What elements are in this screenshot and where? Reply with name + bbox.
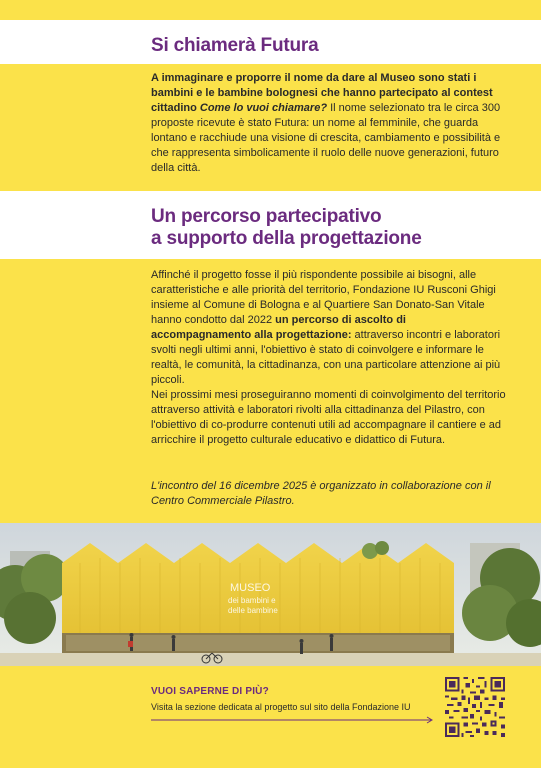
contest-name: Come lo vuoi chiamare?	[199, 102, 328, 114]
sign-line-2: dei bambini e	[228, 596, 276, 605]
intro-body: Il nome selezionato tra le circa 300 proposte ricevute è stato Futura: un nome al femminile, che guarda lontano e racchiude una visione di crescita, cambiamento e possibilità e che rappresenta simbolicamente il ruolo delle nuove generazioni, futuro della città.	[151, 102, 501, 174]
cta-title: VUOI SAPERNE DI PIÙ?	[151, 686, 269, 697]
sign-museo: MUSEO	[230, 582, 271, 594]
percorso-bold: un percorso di ascolto di accompagnamento alla progettazione:	[151, 314, 406, 341]
arrow-right-icon	[151, 716, 436, 724]
percorso-start: Affinché il progetto fosse il più rispondente possibile ai bisogni, alle caratteristiche e alle priorità del territorio, Fondazione IU Rusconi Ghigi insieme al Comune di Bologna e al Quartiere San Donato-San Vitale hanno condotto dal 2022	[151, 269, 496, 326]
percorso-end: attraverso incontri e laboratori svolti negli ultimi anni, l'obiettivo è stato di coinvolgere e informare le realtà, le comunità, la cittadinanza, con una particolare attenzione ai più piccoli.	[151, 329, 501, 386]
section-title-percorso	[151, 206, 422, 250]
title-line-2: a supporto della progettazione	[151, 228, 422, 249]
sign-line-3: delle bambine	[228, 606, 278, 615]
qr-code-icon[interactable]	[445, 677, 505, 737]
percorso-followup: Nei prossimi mesi proseguiranno momenti di coinvolgimento del territorio attraverso attività e laboratori rivolti alla cittadinanza del Pilastro, con l'obiettivo di co-produrre contenuti utili ad accompagnare il cantiere e ad arricchire il progetto culturale educativo e didattico di Futura.	[151, 389, 506, 446]
museum-illustration	[0, 523, 541, 666]
cta-link-text[interactable]: Visita la sezione dedicata al progetto sul sito della Fondazione IU	[151, 702, 411, 712]
section-title-futura: Si chiamerà Futura	[151, 35, 319, 56]
event-note: L'incontro del 16 dicembre 2025 è organizzato in collaborazione con il Centro Commerciale Pilastro.	[151, 480, 491, 507]
percorso-paragraph	[151, 268, 506, 448]
museum-rendering-image	[0, 523, 541, 666]
intro-paragraph	[151, 71, 506, 176]
intro-bold: A immaginare e proporre il nome da dare al Museo sono stati i bambini e le bambine bolognesi che hanno partecipato al contest cittadino	[151, 72, 493, 114]
title-line-1: Un percorso partecipativo	[151, 206, 382, 227]
